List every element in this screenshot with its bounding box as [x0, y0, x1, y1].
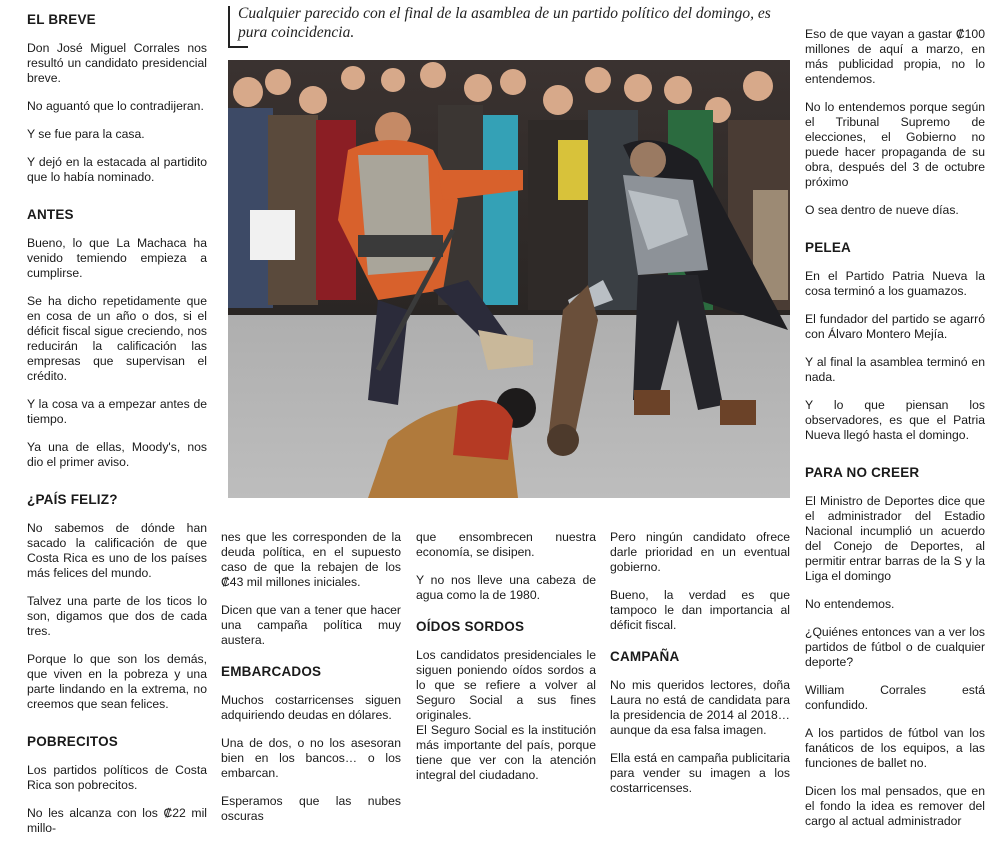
section-title-pelea: PELEA	[805, 240, 852, 255]
paragraph: que ensombrecen nuestra economía, se disipen.	[416, 530, 596, 559]
paragraph: Talvez una parte de los ticos lo son, digamos que dos de cada tres.	[27, 594, 207, 638]
paragraph: No aguantó que lo contradijeran.	[27, 99, 204, 113]
paragraph: O sea dentro de nueve días.	[805, 203, 959, 217]
paragraph: Y la cosa va a empezar antes de tiempo.	[27, 397, 207, 426]
paragraph: William Corrales está confundido.	[805, 683, 985, 712]
section-title-antes: ANTES	[27, 207, 74, 222]
paragraph: Dicen que van a tener que hacer una campaña política muy austera.	[221, 603, 401, 647]
paragraph: Una de dos, o no los asesoran bien en los bancos… o los embarcan.	[221, 736, 401, 780]
paragraph: No mis queridos lectores, doña Laura no está de candidata para la presidencia de 2014 al 2018… aunque da esa falsa imagen.	[610, 678, 790, 737]
paragraph: No lo entendemos porque según el Tribunal Supremo de elecciones, el Gobierno no puede hacer propaganda de su obra, después del 3 de octubre próximo	[805, 100, 985, 189]
paragraph: Bueno, lo que La Machaca ha venido temiendo empieza a cumplirse.	[27, 236, 207, 280]
paragraph: El fundador del partido se agarró con Álvaro Montero Mejía.	[805, 312, 985, 341]
section-title-el-breve: EL BREVE	[27, 12, 96, 27]
paragraph: Pero ningún candidato ofrece darle prioridad en un eventual gobierno.	[610, 530, 790, 574]
column-1	[27, 12, 207, 849]
paragraph: A los partidos de fútbol van los fanáticos de los equipos, a las funciones de ballet no.	[805, 726, 985, 770]
news-photo	[228, 60, 790, 498]
paragraph: Ella está en campaña publicitaria para vender su imagen a los costarricenses.	[610, 751, 790, 795]
section-title-embarcados: EMBARCADOS	[221, 664, 322, 679]
paragraph: nes que les corresponden de la deuda política, en el supuesto caso de que la rebajen de los ₡43 mil millones iniciales.	[221, 530, 401, 589]
section-title-campana: CAMPAÑA	[610, 649, 680, 664]
paragraph: Y lo que piensan los observadores, es que el Patria Nueva llegó hasta el domingo.	[805, 398, 985, 442]
paragraph: Se ha dicho repetidamente que en cosa de un año o dos, si el déficit fiscal sigue creciendo, nos reducirán la calificación las empresas que supervisan el crédito.	[27, 294, 207, 383]
column-3	[416, 530, 596, 796]
paragraph: Don José Miguel Corrales nos resultó un candidato presidencial breve.	[27, 41, 207, 85]
paragraph: Y al final la asamblea terminó en nada.	[805, 355, 985, 384]
paragraph: Muchos costarricenses siguen adquiriendo deudas en dólares.	[221, 693, 401, 722]
paragraph: Los candidatos presidenciales le siguen poniendo oídos sordos a lo que se refiere a volver al Seguro Social a sus fines originales.	[416, 648, 596, 722]
section-title-oidos-sordos: OÍDOS SORDOS	[416, 619, 525, 634]
paragraph: Bueno, la verdad es que tampoco le dan importancia al déficit fiscal.	[610, 588, 790, 632]
column-4	[610, 530, 790, 809]
paragraph: El Seguro Social es la institución más importante del país, porque tiene que ver con la atención integral del ciudadano.	[416, 723, 596, 782]
paragraph: Ya una de ellas, Moody's, nos dio el primer aviso.	[27, 440, 207, 469]
paragraph: Eso de que vayan a gastar ₡100 millones de aquí a marzo, en más publicidad propia, no lo entendemos.	[805, 27, 985, 86]
paragraph: El Ministro de Deportes dice que el administrador del Estadio Nacional incumplió un acuerdo del Conejo de Deportes, al permitir entrar barras de la S y la Liga el domingo	[805, 494, 985, 583]
column-2	[221, 530, 401, 837]
paragraph: No entendemos.	[805, 597, 895, 611]
paragraph: No sabemos de dónde han sacado la calificación de que Costa Rica es uno de los países más felices del mundo.	[27, 521, 207, 580]
section-title-pobrecitos: POBRECITOS	[27, 734, 119, 749]
paragraph: En el Partido Patria Nueva la cosa terminó a los guamazos.	[805, 269, 985, 298]
paragraph: No les alcanza con los ₡22 mil millo-	[27, 806, 207, 835]
paragraph: Y dejó en la estacada al partidito que lo había nominado.	[27, 155, 207, 184]
section-title-para-no-creer: PARA NO CREER	[805, 465, 920, 480]
paragraph: Porque lo que son los demás, que viven en la pobreza y una parte lindando en la extrema, no creemos que sean felices.	[27, 652, 207, 711]
column-5	[805, 27, 985, 842]
paragraph: ¿Quiénes entonces van a ver los partidos de fútbol o de cualquier deporte?	[805, 625, 985, 669]
photo-medieval-fight	[228, 60, 790, 498]
paragraph: Dicen los mal pensados, que en el fondo la idea es remover del cargo al actual administrador	[805, 784, 985, 828]
section-title-pais-feliz: ¿PAÍS FELIZ?	[27, 492, 118, 507]
paragraph: Y no nos lleve una cabeza de agua como la de 1980.	[416, 573, 596, 602]
paragraph: Los partidos políticos de Costa Rica son pobrecitos.	[27, 763, 207, 792]
paragraph: Y se fue para la casa.	[27, 127, 145, 141]
paragraph: Esperamos que las nubes oscuras	[221, 794, 401, 823]
photo-caption: Cualquier parecido con el final de la asamblea de un partido político del domingo, es pura coincidencia.	[238, 5, 771, 41]
